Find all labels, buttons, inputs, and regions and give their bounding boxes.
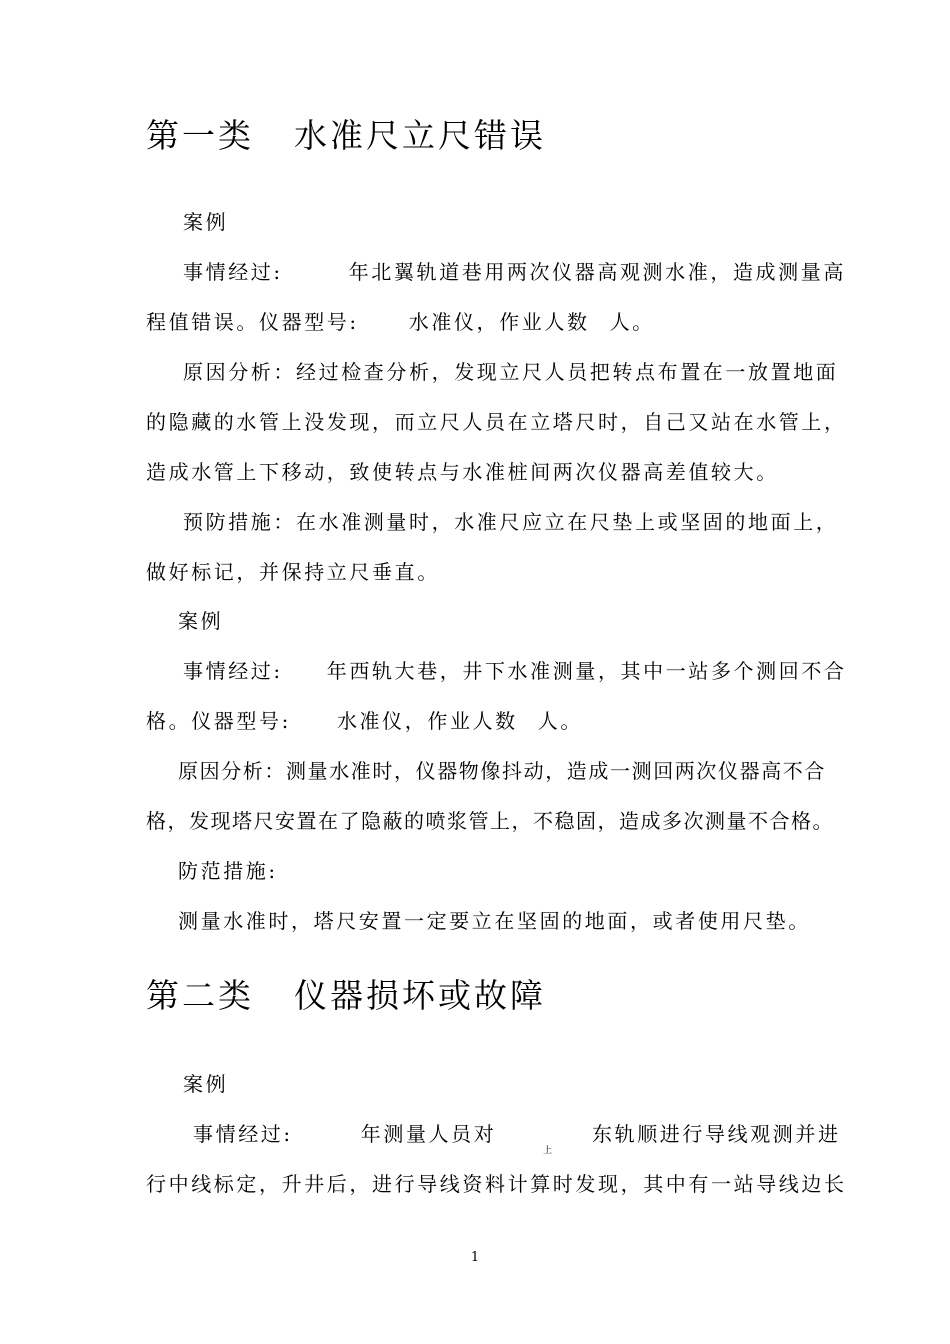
section-1-heading — [146, 110, 546, 157]
event-text: 水准仪，作业人数 — [408, 310, 590, 334]
section-2-number: 第二类 — [146, 976, 254, 1015]
section-2-title: 仪器损坏或故障 — [294, 976, 546, 1015]
event-label: 事情经过: — [183, 659, 283, 683]
event-label: 事情经过: — [183, 260, 283, 284]
event-line — [183, 258, 846, 286]
event-text: 年西轨大巷，井下水准测量，其中一站多个测回不合 — [326, 659, 847, 683]
event-text: 程值错误。仪器型号: — [146, 310, 359, 334]
prevent-line: 预防措施：在水准测量时，水准尺应立在尺垫上或坚固的地面上， — [183, 510, 839, 534]
prevent-line: 做好标记，并保持立尺垂直。 — [146, 560, 440, 584]
cause-line: 原因分析：测量水准时，仪器物像抖动，造成一测回两次仪器高不合 — [178, 759, 826, 783]
cause-line: 的隐藏的水管上没发现，而立尺人员在立塔尺时，自己又站在水管上， — [146, 410, 847, 434]
section-1-title: 水准尺立尺错误 — [294, 116, 546, 155]
case-label: 案例 — [183, 1072, 229, 1096]
event-line — [146, 308, 655, 336]
event-text: 人。 — [609, 310, 655, 334]
cause-line: 造成水管上下移动，致使转点与水准桩间两次仪器高差值较大。 — [146, 460, 779, 484]
event-line — [193, 1120, 496, 1148]
event-text: 年北翼轨道巷用两次仪器高观测水准，造成测量高 — [348, 260, 846, 284]
case-label: 案例 — [178, 609, 224, 633]
cause-line: 原因分析：经过检查分析，发现立尺人员把转点布置在一放置地面 — [183, 360, 839, 384]
section-2-heading — [146, 970, 546, 1017]
event-line — [146, 707, 583, 735]
page-number: 1 — [470, 1250, 480, 1265]
event-line — [183, 657, 847, 685]
case-label: 案例 — [183, 210, 229, 234]
small-mark: 上 — [543, 1146, 553, 1156]
prevent-label: 防范措施: — [178, 859, 278, 883]
event-line: 行中线标定，升井后，进行导线资料计算时发现，其中有一站导线边长 — [146, 1172, 847, 1196]
event-text: 东轨顺进行导线观测并进 — [592, 1122, 841, 1146]
event-text: 水准仪，作业人数 — [336, 709, 518, 733]
event-text: 人。 — [537, 709, 583, 733]
section-1-number: 第一类 — [146, 116, 254, 155]
prevent-line: 测量水准时，塔尺安置一定要立在坚固的地面，或者使用尺垫。 — [178, 909, 811, 933]
cause-line: 格，发现塔尺安置在了隐蔽的喷浆管上，不稳固，造成多次测量不合格。 — [146, 809, 834, 833]
event-text: 格。仪器型号: — [146, 709, 291, 733]
event-text: 年测量人员对 — [360, 1122, 497, 1146]
event-label: 事情经过: — [193, 1122, 293, 1146]
